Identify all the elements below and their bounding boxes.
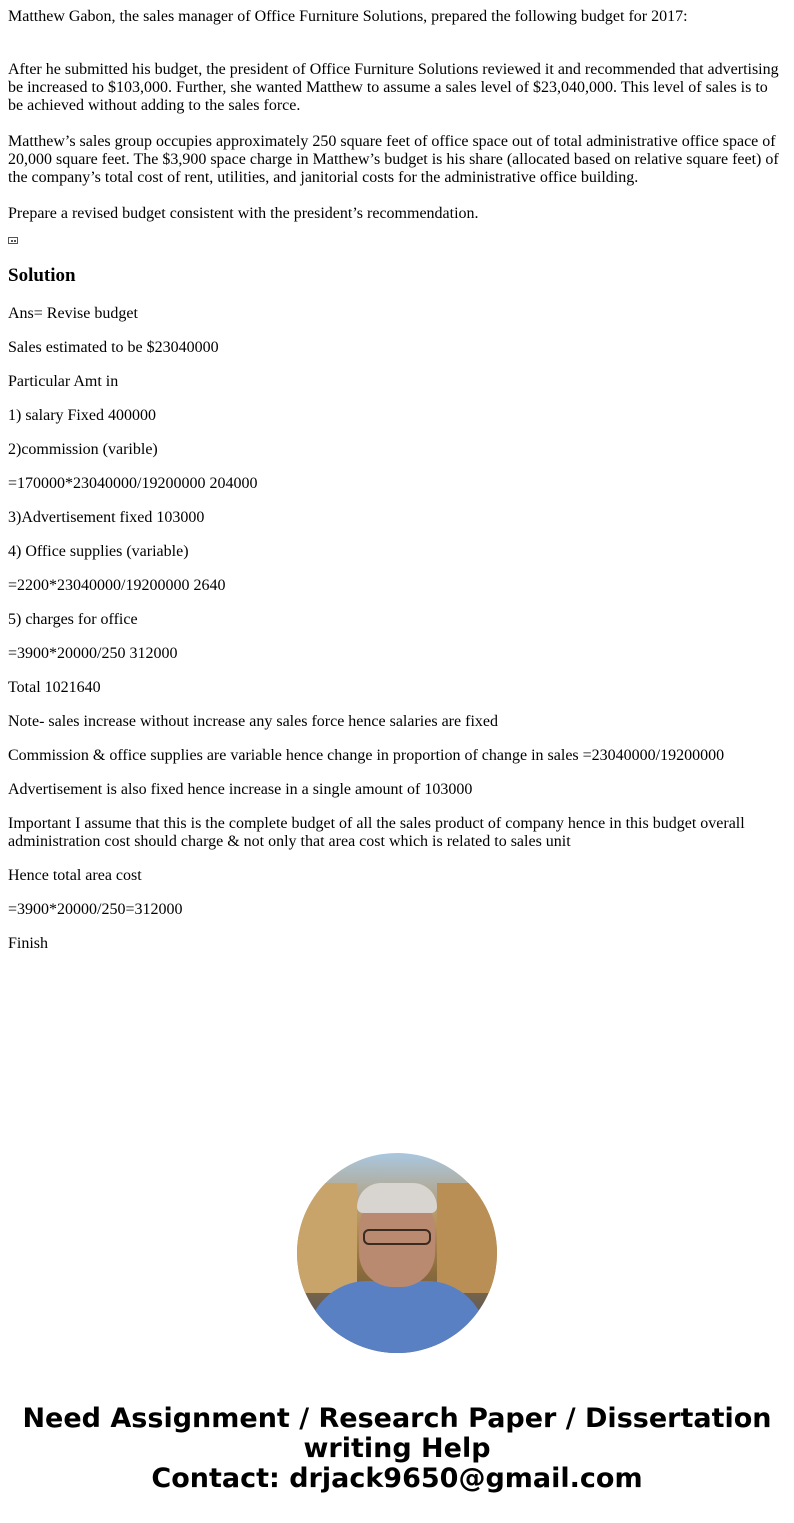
solution-line: 4) Office supplies (variable) <box>8 543 189 560</box>
photo-hair <box>357 1183 437 1213</box>
solution-line: Important I assume that this is the complete budget of all the sales product of company hence in this budget overall administration cost should charge & not only that area cost which is related to sales unit <box>8 815 745 850</box>
solution-line: Total 1021640 <box>8 679 101 696</box>
solution-line: Advertisement is also fixed hence increase in a single amount of 103000 <box>8 781 473 798</box>
photo-background-right <box>437 1183 497 1293</box>
footer-contact: Contact: drjack9650@gmail.com <box>151 1463 643 1494</box>
solution-line: =3900*20000/250=312000 <box>8 901 183 918</box>
question-paragraph-task: Prepare a revised budget consistent with the president’s recommendation. <box>8 205 479 222</box>
solution-line: 1) salary Fixed 400000 <box>8 407 156 424</box>
solution-line: Hence total area cost <box>8 867 142 884</box>
solution-line: =2200*23040000/19200000 2640 <box>8 577 226 594</box>
solution-line: Ans= Revise budget <box>8 305 138 322</box>
solution-line: 2)commission (varible) <box>8 441 158 458</box>
broken-image-icon <box>8 237 18 244</box>
photo-background-left <box>297 1183 357 1293</box>
footer-line-2: writing Help <box>303 1433 491 1464</box>
solution-line: Particular Amt in <box>8 373 119 390</box>
solution-line: 3)Advertisement fixed 103000 <box>8 509 205 526</box>
author-photo <box>297 1153 497 1353</box>
footer-advert <box>0 1404 794 1494</box>
solution-line: 5) charges for office <box>8 611 138 628</box>
solution-line: =3900*20000/250 312000 <box>8 645 178 662</box>
solution-line: Finish <box>8 935 49 952</box>
footer-line-1: Need Assignment / Research Paper / Dissertation <box>22 1403 772 1434</box>
solution-line: Commission & office supplies are variable hence change in proportion of change in sales =23040000/19200000 <box>8 747 725 764</box>
photo-glasses <box>363 1229 431 1245</box>
solution-heading: Solution <box>8 265 76 286</box>
solution-line: Note- sales increase without increase any sales force hence salaries are fixed <box>8 713 498 730</box>
question-paragraph-space: Matthew’s sales group occupies approximately 250 square feet of office space out of total administrative office space of 20,000 square feet. The $3,900 space charge in Matthew’s budget is his share (allocated based on relative square feet) of the company’s total cost of rent, utilities, and janitorial costs for the administrative office building. <box>8 133 779 186</box>
photo-shirt <box>307 1281 487 1353</box>
solution-line: Sales estimated to be $23040000 <box>8 339 219 356</box>
question-intro: Matthew Gabon, the sales manager of Office Furniture Solutions, prepared the following budget for 2017: <box>8 8 688 25</box>
solution-line: =170000*23040000/19200000 204000 <box>8 475 258 492</box>
question-paragraph-president: After he submitted his budget, the president of Office Furniture Solutions reviewed it and recommended that advertising be increased to $103,000. Further, she wanted Matthew to assume a sales level of $23,040,000. This level of sales is to be achieved without adding to the sales force. <box>8 61 779 114</box>
